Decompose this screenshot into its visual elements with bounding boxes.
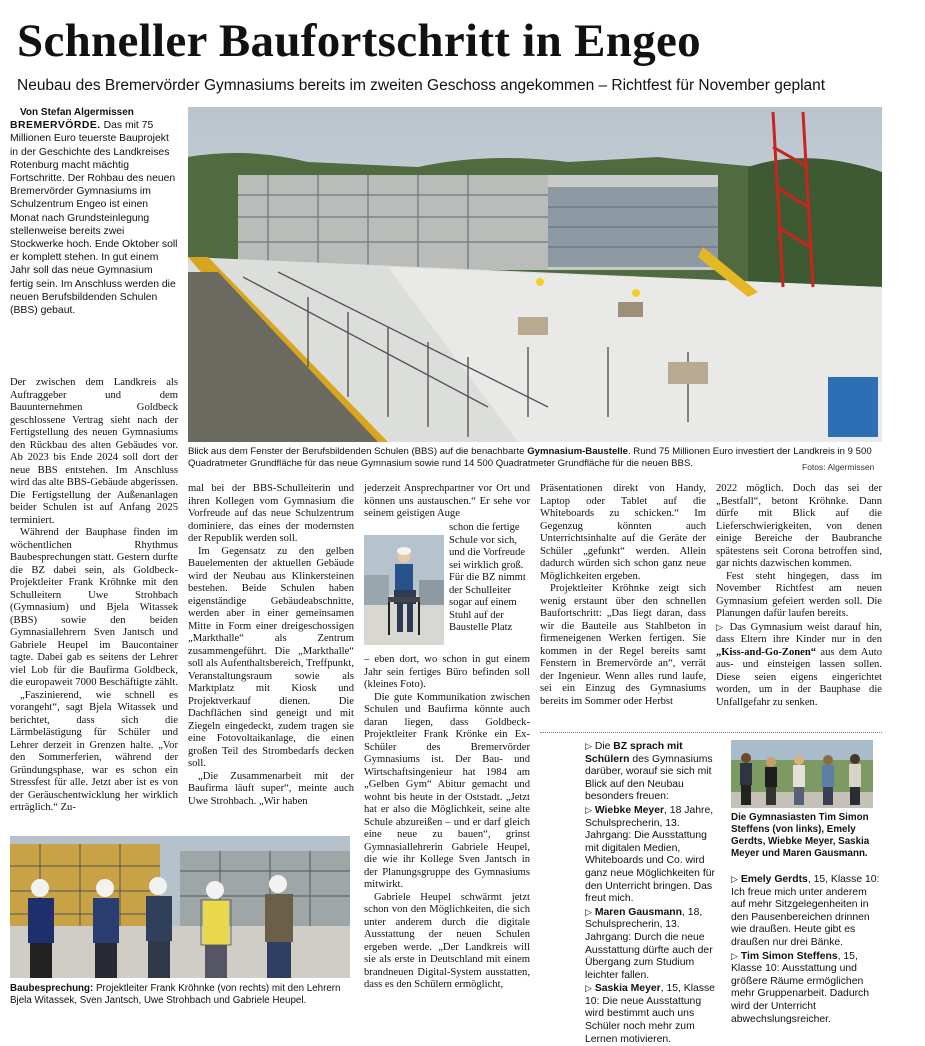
- student-quote: [585, 906, 715, 983]
- column-3: [364, 483, 530, 521]
- quote-marker: ▷: [585, 906, 592, 917]
- col4-paragraph: Präsentationen direkt von Handy, Laptop oder Tablet auf die Whiteboards zu schicken.“ Im Gegenzug könnten auch Unterrichtsinhalte auf die Geräte der Schüler „gefunkt“ werden. Allein dadurch würden sich schon ganz neue Möglichkeiten ergeben.: [540, 483, 706, 582]
- sidebar-intro-bold: BZ sprach mit Schülern: [585, 741, 683, 765]
- note-before: Das Gymnasium weist darauf hin, dass Eltern ihre Kinder nur in den: [716, 621, 883, 645]
- col5-paragraph: 2022 möglich. Doch das sei der „Bestfall“, betont Kröhnke. Dann dürfe mit Blick auf die Lieferschwierigkeiten, von denen einige Bereiche der Baubranche spätestens seit Corona betroffen sind, gar nichts dazwischen kommen.: [716, 483, 882, 569]
- col3-beside: schon die fertige Schule vor sich, und die Vorfreude sei wirklich groß. Für die BZ nimmt der Schulleiter sogar auf einem Stuhl auf der Baustelle Platz: [449, 522, 526, 633]
- column-5: [716, 483, 882, 709]
- column-3-beside-photo: [449, 522, 530, 635]
- student-name: Tim Simon Steffens: [740, 950, 838, 962]
- subheadline: Neubau des Bremervörder Gymnasiums bereits im zweiten Geschoss angekommen – Richtfest für November geplant: [17, 77, 826, 94]
- students-photo-caption: Die Gymnasiasten Tim Simon Steffens (von links), Emely Gerdts, Wiebke Meyer, Saskia Meyer und Maren Gausmann.: [731, 812, 870, 859]
- main-photo-caption: [188, 446, 882, 470]
- student-name: Maren Gausmann: [594, 906, 683, 918]
- quote-marker: ▷: [585, 804, 592, 815]
- col1-paragraph: Während der Bauphase finden im wöchentlichen Rhythmus Baubesprechungen statt. Gestern durfte die BZ dabei sein, als Goldbeck-Projektleiter Frank Kröhnke mit den Schulleitern Uwe Strohbach (Gymnasium) und Bjela Witassek (BBS) sowie den beiden Gymnasiallehrern Sven Jantsch und Gabriele Heupel im Baucontainer tagte. Dabei gab es seitens der Lehrer viel Lob für die Baufirma Goldbeck, die europaweit 7000 Beschäftigte zählt.: [10, 527, 178, 688]
- student-name: Saskia Meyer: [594, 983, 661, 995]
- meeting-photo-caption: [10, 983, 355, 1007]
- col4-paragraph: Projektleiter Kröhnke zeigt sich wenig erstaunt über den schnellen Baufortschritt: „Das liegt daran, dass wir die Bauteile aus Stahlbeton in firmeneigenen Werken fertigen. Sie kommen in der Regel bereits samt Fenstern in Bremervörde an“, verrät der Ingenieur. Wenn alles rund laufe, sei ein Einzug des Gymnasiums bereits im Sommer oder Herbst: [540, 583, 706, 707]
- meeting-photo: [10, 836, 350, 978]
- caption-bold: Gymnasium-Baustelle: [527, 446, 628, 457]
- note-marker: ▷: [716, 621, 725, 632]
- main-photo: [188, 107, 882, 442]
- kiss-and-go-note: [716, 621, 882, 710]
- sidebar-intro-prefix: Die: [594, 741, 614, 752]
- byline: Von Stefan Algermissen: [20, 107, 134, 118]
- student-name: Emely Gerdts: [740, 874, 808, 885]
- meeting-caption-bold: Baubesprechung:: [10, 983, 94, 994]
- col2-paragraph: „Die Zusammenarbeit mit der Baufirma läuft super“, meinte auch Uwe Strohbach. „Wir haben: [188, 770, 354, 807]
- students-sidebar-left: [585, 740, 715, 1046]
- students-sidebar-right: [731, 873, 881, 1026]
- col1-paragraph: „Faszinierend, wie schnell es vorangeht“, sagt Bjela Witassek und berichtet, dass sich die Lärmbelästigung für Schüler und Lehrer derzeit in Grenzen halte. „Vor den Sommerferien, während der Gründungsphase, war es schon ein Stressfest für alle. Jetzt aber ist es von der Geräuschentwicklung her wirklich erträglich.“ Zu-: [10, 689, 178, 813]
- student-text: , 15, Klasse 10: Ausstattung und größere Räume ermöglichen mehr Gruppenarbeit. Dadurch wird der Unterricht abwechslungsreicher.: [731, 950, 870, 1025]
- photo-credit: Fotos: Algermissen: [802, 462, 875, 472]
- dateline: BREMERVÖRDE.: [10, 120, 101, 132]
- column-2: [188, 483, 354, 808]
- headline: Schneller Baufortschritt in Engeo: [17, 15, 701, 67]
- col1-paragraph: Der zwischen dem Landkreis als Auftraggeber und dem Bauunternehmen Goldbeck geschlossene Vertrag sieht nach der Fertigstellung des neuen Gymnasiums den Rückbau des alten Gebäudes vor. Ab 2023 bis Ende 2024 soll dort der neue BBS entstehen. Im Anschluss wird das alte BBS-Gebäude abgerissen. Die Fertigstellung der Außenanlagen beider Schulen ist auf Anfang 2025 terminiert.: [10, 377, 178, 526]
- quote-marker: ▷: [585, 983, 592, 994]
- caption-prefix: Blick aus dem Fenster der Berufsbildenden Schulen (BBS) auf die benachbarte: [188, 446, 528, 457]
- small-photo-principal: [364, 535, 444, 645]
- quote-marker: ▷: [731, 874, 738, 884]
- student-name: Wiebke Meyer: [594, 804, 665, 816]
- students-photo: [731, 740, 873, 808]
- student-quote: [731, 950, 881, 1027]
- intro-column: [10, 106, 178, 317]
- note-bold: „Kiss-and-Go-Zonen“: [716, 646, 817, 658]
- student-quote: [585, 804, 715, 906]
- quote-marker: ▷: [731, 950, 738, 961]
- intro-paragraph: [10, 119, 178, 317]
- col2-paragraph: mal bei der BBS-Schulleiterin und ihren Kollegen vom Gymnasium die Vorfreude auf das neue Schulzentrum dominiere, das eines der modernsten der Republik werden soll.: [188, 483, 354, 544]
- student-text: , 15, Klasse 10: Ich freue mich unter anderem auf mehr Sitzgelegenheiten in den Pausenbereichen drinnen wie draußen. Heute gibt es draußen nur drei Bänke.: [731, 874, 880, 948]
- student-quote: [585, 982, 715, 1046]
- student-quote: [731, 873, 881, 950]
- col5-paragraph: Fest steht hingegen, dass im November Richtfest am neuen Gymnasium gefeiert werden soll. Die Planungen dafür laufen bereits.: [716, 570, 882, 619]
- sidebar-intro: [585, 740, 715, 804]
- note-after: aus dem Auto aus- und einsteigen lassen sollen. Diese seien eigens eingerichtet worden, um in der Bauphase die Unfallgefahr zu senken.: [716, 646, 882, 708]
- col3-paragraph: Gabriele Heupel schwärmt jetzt schon von den Möglichkeiten, die sich unter anderem durch die digitale Ausstattung der neuen Schulen ergeben werde. „Der Landkreis will sie als erste in Deutschland mit einem brandneuen Digital-System ausstatten, dass es den Schülern ermöglicht,: [364, 891, 530, 990]
- column-3-rest: [364, 654, 530, 992]
- student-text: , 15, Klasse 10: Die neue Ausstattung wird bestimmt auch uns Schüler noch mehr zum Lernen motivieren.: [585, 983, 715, 1045]
- column-1: [10, 377, 178, 815]
- col3-top: jederzeit Ansprechpartner vor Ort und können uns austauschen.“ Er sehe vor seinem geistigen Auge: [364, 483, 530, 519]
- col3-paragraph: Die gute Kommunikation zwischen Schulen und Baufirma könnte auch daran liegen, dass Goldbeck-Projektleiter Frank Krönke ein Ex-Schüler des Bremervörder Gymnasiums ist. Der Bau- und Wirtschaftsingenieur hat 1984 am „Gelben Gym“ Abitur gemacht und wohnt bis heute in der Oststadt. „Jetzt hat er also die Möglichkeit, seine alte Schule abzureißen – und er darf gleich eine neue zu bauen“, grinst Gymnasiallehrerin Gabriele Heupel, die wie ihr Kollege Sven Jantsch in der Planungsgruppe des Gymnasiums mitwirkt.: [364, 691, 530, 890]
- intro-text: Das mit 75 Millionen Euro teuerste Bauprojekt in der Geschichte des Landkreises Rotenburg macht mächtig Fortschritte. Der Rohbau des neuen Bremervörder Gymnasiums im Schulzentrum Engeo ist einen Monat nach Grundsteinlegung stellenweise bereits zwei Stockwerke hoch. Ende Oktober soll er komplett stehen. In gut einem Jahr soll das neue Gymnasium fertig sein. Im Anschluss werden die neuen Berufsbildenden Schulen (BBS) gebaut.: [10, 120, 178, 317]
- section-divider: [540, 732, 882, 733]
- caption-suffix: . Rund 75 Millionen Euro investiert der Landkreis in 9 500 Quadratmeter Grundfläche für das neue Gymnasium sowie rund 14 500 Quadratmeter Grundfläche für die neuen BBS.: [188, 446, 872, 469]
- student-text: , 18 Jahre, Schulsprecherin, 13. Jahrgang: Die Ausstattung mit digitalen Medien, Whiteboards und Co. wird ganz neue Möglichkeiten für den Unterricht bringen. Das freut mich.: [585, 804, 715, 905]
- sidebar-intro-marker: ▷: [585, 741, 592, 751]
- student-text: , 18, Schulsprecherin, 13. Jahrgang: Durch die neue Ausstattung dürfte auch der Übergang zum Studium leichter fallen.: [585, 906, 713, 981]
- meeting-caption-text: Projektleiter Frank Kröhnke (von rechts) mit den Lehrern Bjela Witassek, Sven Jantsch, Uwe Strohbach und Gabriele Heupel.: [10, 983, 341, 1006]
- column-4: [540, 483, 706, 708]
- col3-paragraph: – eben dort, wo schon in gut einem Jahr sein fertiges Büro befinden soll (kleines Foto).: [364, 654, 530, 690]
- sidebar-intro-text: des Gymnasiums darüber, worauf sie sich mit Blick auf den Neubau besonders freuen:: [585, 753, 713, 803]
- col2-paragraph: Im Gegensatz zu den gelben Bauelementen der aktuellen Gebäude wird der Neubau aus Klinkersteinen bestehen. Beide Schulen haben eigenständige Gebäudeabschnitte, werden aber in einer gemeinsamen Mitte in Form einer dreigeschossigen „Markthalle“ als Zentrum zusammengeführt. Die „Markthalle“ soll als Aufenthaltsbereich, Treffpunkt, Veranstaltungsraum sowie als Marktplatz mit Kiosk und Projektverkauf dienen. Die Dachflächen sind geneigt und mit Ziegeln eingedeckt, zudem tragen sie eine Fotovoltaikanlage, die einen großen Teil des Strombedarfs decken soll.: [188, 545, 354, 769]
